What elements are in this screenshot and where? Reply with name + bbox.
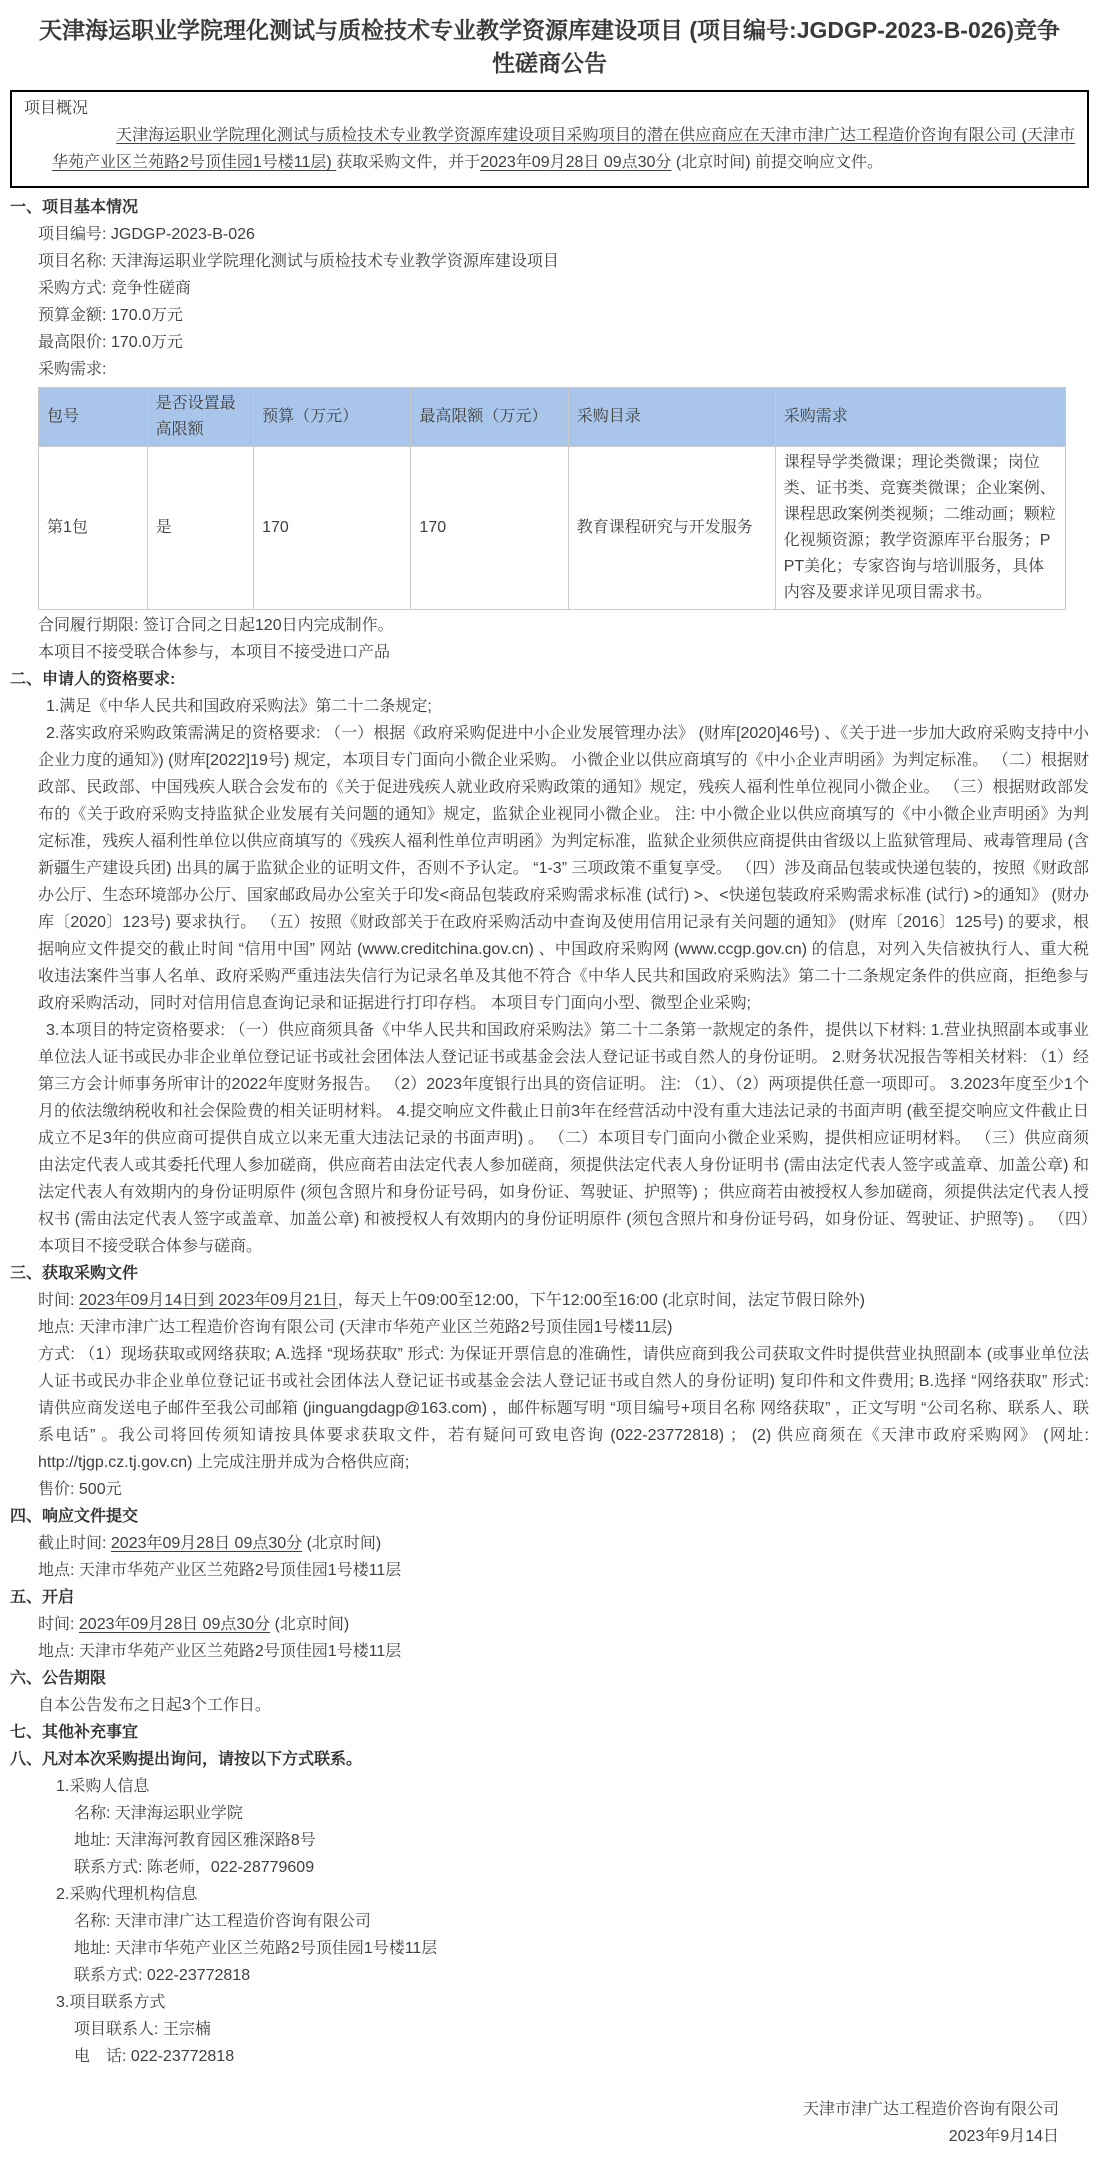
agency-address-line: 地址: 天津市华苑产业区兰苑路2号顶佳园1号楼11层 xyxy=(74,1940,438,1957)
document-footer xyxy=(10,2096,1089,2170)
overview-plain-2: (北京时间) 前提交响应文件。 xyxy=(671,154,883,171)
submission-deadline-rest: (北京时间) xyxy=(302,1535,382,1552)
project-number-line: 项目编号: JGDGP-2023-B-026 xyxy=(38,226,255,243)
acquisition-time-range: 2023年09月14日到 2023年09月21日 xyxy=(78,1292,338,1309)
opening-time-rest: (北京时间) xyxy=(270,1616,350,1633)
submission-deadline-value: 2023年09月28日 09点30分 xyxy=(110,1535,303,1552)
opening-time-line xyxy=(38,1611,1089,1638)
section-opening xyxy=(10,1584,1089,1665)
table-header-row xyxy=(39,388,1066,447)
procurement-method-line: 采购方式: 竞争性磋商 xyxy=(38,280,191,297)
contact-group-title-project: 3.项目联系方式 xyxy=(56,1994,166,2011)
section-heading-submission: 四、响应文件提交 xyxy=(10,1508,139,1525)
opening-time-value: 2023年09月28日 09点30分 xyxy=(78,1616,271,1633)
overview-underlined-deadline: 2023年09月28日 09点30分 xyxy=(480,154,672,171)
contact-group-project xyxy=(10,1989,1089,2070)
footer-date: 2023年9月14日 xyxy=(948,2128,1059,2145)
footer-company: 天津市津广达工程造价咨询有限公司 xyxy=(802,2101,1059,2118)
col-header-package: 包号 xyxy=(39,388,148,447)
acquisition-time-rest: ，每天上午09:00至12:00，下午12:00至16:00 (北京时间，法定节假日除外) xyxy=(337,1292,865,1309)
section-heading-period: 六、公告期限 xyxy=(10,1670,107,1687)
section-heading-other: 七、其他补充事宜 xyxy=(10,1724,139,1741)
cell-catalog: 教育课程研究与开发服务 xyxy=(568,447,775,610)
qualification-item-2: 2.落实政府采购政策需满足的资格要求: （一）根据《政府采购促进中小企业发展管理办法》 (财库[2020]46号) 、《关于进一步加大政府采购支持中小企业力度的通知》) (财库[2022]19号) 规定，本项目专门面向小微企业采购。 小微企业以供应商填写的《中小企业声明函》为判定标准。 （二）根据财政部、民政部、中国残疾人联合会发布的《关于促进残疾人就业政府采购政策的通知》规定，残疾人福利性单位视同小微企业。 （三）根据财政部发布的《关于政府采购支持监狱企业发展有关问题的通知》规定，监狱企业视同小微企业。 注: 中小微企业以供应商填写的《中小微企业声明函》为判定标准，残疾人福利性单位以供应商填写的《残疾人福利性单位声明函》为判定标准，监狱企业须供应商提供由省级以上监狱管理局、戒毒管理局 (含新疆生产建设兵团) 出具的属于监狱企业的证明文件，否则不予认定。 “1-3” 三项政策不重复享受。 （四）涉及商品包装或快递包装的，按照《财政部办公厅、生态环境部办公厅、国家邮政局办公室关于印发<商品包装政府采购需求标准 (试行) >、<快递包装政府采购需求标准 (试行) >的通知》 (财办库〔2020〕123号) 要求执行。 （五）按照《财政部关于在政府采购活动中查询及使用信用记录有关问题的通知》 (财库〔2016〕125号) 的要求，根据响应文件提交的截止时间 “信用中国” 网站 (www.creditchina.gov.cn) 、中国政府采购网 (www.ccgp.gov.cn) 的信息，对列入失信被执行人、重大税收违法案件当事人名单、政府采购严重违法失信行为记录名单及其他不符合《中华人民共和国政府采购法》第二十二条规定条件的供应商，拒绝参与政府采购活动，同时对信用信息查询记录和证据进行打印存档。 本项目专门面向小型、微型企业采购; xyxy=(38,725,1089,1012)
overview-paragraph xyxy=(52,122,1075,176)
section-announcement-period xyxy=(10,1665,1089,1719)
purchaser-address-line: 地址: 天津海河教育园区雅深路8号 xyxy=(74,1832,316,1849)
no-consortium-line: 本项目不接受联合体参与，本项目不接受进口产品 xyxy=(38,644,391,661)
section-qualification xyxy=(10,666,1089,1260)
project-name-line: 项目名称: 天津海运职业学院理化测试与质检技术专业教学资源库建设项目 xyxy=(38,253,559,270)
project-contact-person-line: 项目联系人: 王宗楠 xyxy=(74,2021,211,2038)
acquisition-method-paragraph: 方式: （1）现场获取或网络获取; A.选择 “现场获取” 形式: 为保证开票信息的准确性，请供应商到我公司获取文件时提供营业执照副本 (或事业单位法人证书或民办非企业单位登记证书或社会团体法人登记证书或基金会法人登记证书或自然人的身份证明) 复印件和文件费用; B.选择 “网络获取” 形式: 请供应商发送电子邮件至我公司邮箱 (jinguangdagp@163.com) ，邮件标题写明 “项目编号+项目名称 网络获取” ，正文写明 “公司名称、联系人、联系电话” 。我公司将回传须知请按具体要求获取文件，若有疑问可致电咨询 (022-23772818) ； (2) 供应商须在《天津市政府采购网》 (网址: http://tjgp.cz.tj.gov.cn) 上完成注册并成为合格供应商; xyxy=(38,1346,1089,1471)
agency-contact-line: 联系方式: 022-23772818 xyxy=(74,1967,251,1984)
overview-heading: 项目概况 xyxy=(24,100,89,117)
acquisition-time-label: 时间: xyxy=(38,1292,79,1309)
contact-group-purchaser xyxy=(10,1773,1089,1881)
contract-term-line: 合同履行期限: 签订合同之日起120日内完成制作。 xyxy=(38,617,394,634)
purchaser-name-line: 名称: 天津海运职业学院 xyxy=(74,1805,243,1822)
budget-line: 预算金额: 170.0万元 xyxy=(38,307,183,324)
section-acquisition xyxy=(10,1260,1089,1503)
section-contact xyxy=(10,1746,1089,2070)
requirements-table xyxy=(38,387,1066,610)
col-header-budget: 预算（万元） xyxy=(254,388,411,447)
overview-plain-1: 获取采购文件，并于 xyxy=(336,154,481,171)
acquisition-place-line: 地点: 天津市津广达工程造价咨询有限公司 (天津市华苑产业区兰苑路2号顶佳园1号楼11层) xyxy=(38,1319,673,1336)
agency-name-line: 名称: 天津市津广达工程造价咨询有限公司 xyxy=(74,1913,371,1930)
acquisition-price-line: 售价: 500元 xyxy=(38,1481,122,1498)
submission-deadline-line xyxy=(38,1530,1089,1557)
acquisition-time-line xyxy=(38,1287,1089,1314)
col-header-limit-set: 是否设置最高限额 xyxy=(147,388,254,447)
section-heading-opening: 五、开启 xyxy=(10,1589,75,1606)
section-heading-qualification: 二、申请人的资格要求: xyxy=(10,671,176,688)
cell-budget: 170 xyxy=(254,447,411,610)
section-heading-acquisition: 三、获取采购文件 xyxy=(10,1265,139,1282)
col-header-requirement: 采购需求 xyxy=(775,388,1065,447)
contact-group-title-agency: 2.采购代理机构信息 xyxy=(56,1886,198,1903)
contact-group-title-purchaser: 1.采购人信息 xyxy=(56,1778,150,1795)
qualification-item-3: 3.本项目的特定资格要求: （一）供应商须具备《中华人民共和国政府采购法》第二十二条第一款规定的条件，提供以下材料: 1.营业执照副本或事业单位法人证书或民办非企业单位登记证书或社会团体法人登记证书或基金会法人登记证书或自然人的身份证明。 2.财务状况报告等相关材料: （1）经第三方会计师事务所审计的2022年度财务报告。 （2）2023年度银行出具的资信证明。 注: （1）、（2）两项提供任意一项即可。 3.2023年度至少1个月的依法缴纳税收和社会保险费的相关证明材料。 4.提交响应文件截止日前3年在经营活动中没有重大违法记录的书面声明 (截至提交响应文件截止日成立不足3年的供应商可提供自成立以来无重大违法记录的书面声明) 。 （二）本项目专门面向小微企业采购，提供相应证明材料。 （三）供应商须由法定代表人或其委托代理人参加磋商，供应商若由法定代表人参加磋商，须提供法定代表人身份证明书 (需由法定代表人签字或盖章、加盖公章) 和法定代表人有效期内的身份证明原件 (须包含照片和身份证号码，如身份证、驾驶证、护照等) ；供应商若由被授权人参加磋商，须提供法定代表人授权书 (需由法定代表人签字或盖章、加盖公章) 和被授权人有效期内的身份证明原件 (须包含照片和身份证号码，如身份证、驾驶证、护照等) 。 （四）本项目不接受联合体参与磋商。 xyxy=(38,1022,1089,1255)
qualification-item-1: 1.满足《中华人民共和国政府采购法》第二十二条规定; xyxy=(46,698,432,715)
requirement-label-line: 采购需求: xyxy=(38,361,107,378)
submission-place-line: 地点: 天津市华苑产业区兰苑路2号顶佳园1号楼11层 xyxy=(38,1562,402,1579)
contact-group-agency xyxy=(10,1881,1089,1989)
project-contact-phone-line: 电 话: 022-23772818 xyxy=(74,2048,235,2065)
opening-place-line: 地点: 天津市华苑产业区兰苑路2号顶佳园1号楼11层 xyxy=(38,1643,402,1660)
cell-max-limit: 170 xyxy=(411,447,568,610)
col-header-catalog: 采购目录 xyxy=(568,388,775,447)
section-heading-basic: 一、项目基本情况 xyxy=(10,199,139,216)
overview-underlined-project: 天津海运职业学院理化测试与质检技术专业教学资源库建设项目采购项目的潜在供应商应在天津市津广达工程造价咨询有限公司 (天津市华苑产业区兰苑路2号顶佳园1号楼11层) xyxy=(52,127,1075,171)
table-row xyxy=(39,447,1066,610)
cell-limit-set: 是 xyxy=(147,447,254,610)
cell-package: 第1包 xyxy=(39,447,148,610)
section-basic-info xyxy=(10,194,1089,666)
purchaser-contact-line: 联系方式: 陈老师，022-28779609 xyxy=(74,1859,315,1876)
period-content-line: 自本公告发布之日起3个工作日。 xyxy=(38,1697,271,1714)
opening-time-label: 时间: xyxy=(38,1616,79,1633)
page-title: 天津海运职业学院理化测试与质检技术专业教学资源库建设项目 (项目编号:JGDGP-2023-B-026)竞争性磋商公告 xyxy=(38,17,1061,76)
max-price-line: 最高限价: 170.0万元 xyxy=(38,334,183,351)
cell-requirement: 课程导学类微课；理论类微课；岗位类、证书类、竞赛类微课；企业案例、课程思政案例类视频；二维动画；颗粒化视频资源；教学资源库平台服务；PPT美化；专家咨询与培训服务，具体内容及要求详见项目需求书。 xyxy=(775,447,1065,610)
submission-deadline-label: 截止时间: xyxy=(38,1535,111,1552)
section-other-matters xyxy=(10,1719,1089,1746)
project-overview-box xyxy=(10,90,1089,188)
col-header-max-limit: 最高限额（万元） xyxy=(411,388,568,447)
section-heading-contact: 八、凡对本次采购提出询问，请按以下方式联系。 xyxy=(10,1751,363,1768)
section-submission xyxy=(10,1503,1089,1584)
